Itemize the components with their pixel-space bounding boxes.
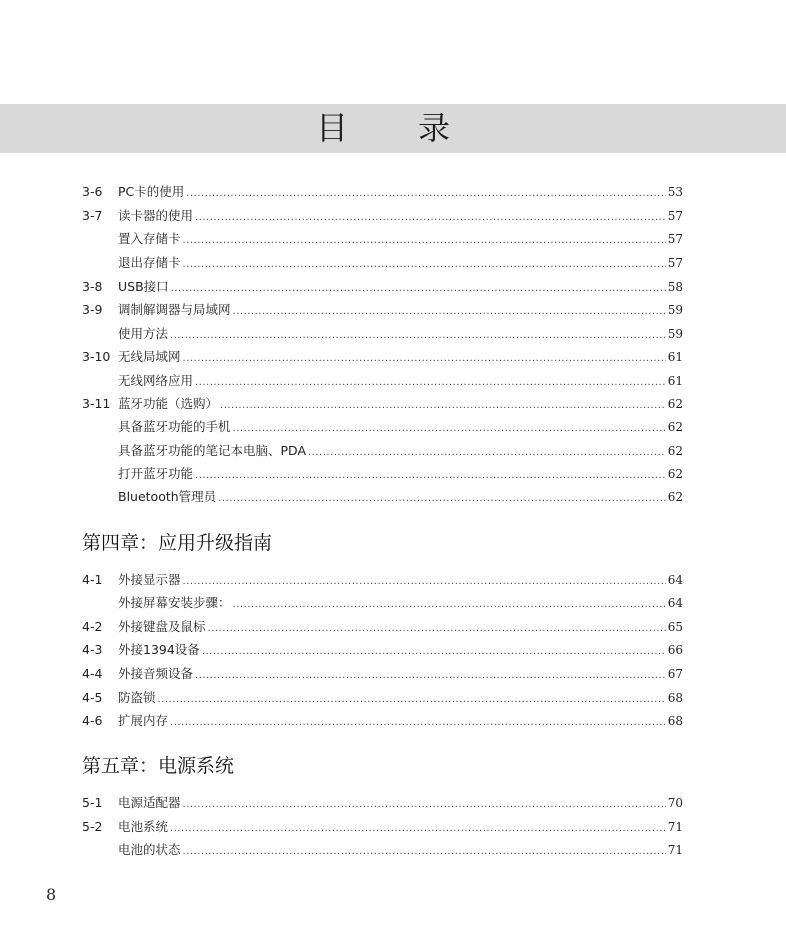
toc-entry-page: 62 <box>667 420 683 434</box>
toc-entry[interactable] <box>82 207 683 225</box>
toc-entry[interactable] <box>118 254 683 272</box>
dot-leader <box>233 303 666 321</box>
toc-entry-page: 62 <box>667 490 683 504</box>
toc-entry-title: USB接口 <box>118 279 169 294</box>
toc-entry-title: 防盗锁 <box>118 690 156 705</box>
toc-entry-number: 3-8 <box>82 279 103 294</box>
toc-entry-number: 4-3 <box>82 642 103 657</box>
toc-entry[interactable] <box>118 488 683 506</box>
toc-entry-title: 电池的状态 <box>118 842 181 857</box>
dot-leader <box>208 620 666 638</box>
toc-entry-number: 3-9 <box>82 302 103 317</box>
toc-entry-number: 3-10 <box>82 349 111 364</box>
toc-entry-page: 71 <box>667 820 683 834</box>
toc-entry-title: 退出存储卡 <box>118 255 181 270</box>
toc-entry[interactable] <box>82 794 683 812</box>
toc-entry-number: 3-6 <box>82 184 103 199</box>
toc-entry-page: 68 <box>667 691 683 705</box>
toc-entry[interactable] <box>82 641 683 659</box>
toc-entry-page: 62 <box>667 467 683 481</box>
toc-entry-title: 使用方法 <box>118 326 169 341</box>
dot-leader <box>233 596 666 614</box>
toc-title-part2: 录 <box>418 109 451 147</box>
dot-leader <box>195 209 666 227</box>
toc-entry[interactable] <box>118 594 683 612</box>
toc-entry-page: 66 <box>667 643 683 657</box>
dot-leader <box>183 843 666 861</box>
toc-entry[interactable] <box>82 818 683 836</box>
toc-entry-title: PC卡的使用 <box>118 184 185 199</box>
toc-entry-title: 扩展内存 <box>118 713 169 728</box>
dot-leader <box>183 256 666 274</box>
toc-entry[interactable] <box>82 689 683 707</box>
dot-leader <box>183 573 666 591</box>
toc-entry-title: 外接音频设备 <box>118 666 194 681</box>
toc-entry[interactable] <box>118 372 683 390</box>
toc-entry-page: 62 <box>667 397 683 411</box>
toc-entry-number: 3-11 <box>82 396 111 411</box>
toc-entry-page: 53 <box>667 185 683 199</box>
dot-leader <box>171 280 666 298</box>
toc-entry-number: 4-5 <box>82 690 103 705</box>
toc-entry[interactable] <box>118 841 683 859</box>
toc-entry-page: 58 <box>667 280 683 294</box>
toc-entry-title: 具备蓝牙功能的笔记本电脑、PDA <box>118 443 306 458</box>
dot-leader <box>195 374 666 392</box>
page-number: 8 <box>46 885 57 904</box>
dot-leader <box>202 643 666 661</box>
toc-entry-title: 外接键盘及鼠标 <box>118 619 206 634</box>
chapter-heading: 第五章：电源系统 <box>82 755 235 777</box>
toc-entry-number: 4-6 <box>82 713 103 728</box>
toc-entry[interactable] <box>118 442 683 460</box>
toc-entry-title: Bluetooth管理员 <box>118 489 217 504</box>
dot-leader <box>183 350 666 368</box>
toc-entry-title: 外接显示器 <box>118 572 181 587</box>
toc-entry-page: 67 <box>667 667 683 681</box>
toc-entry-number: 4-1 <box>82 572 103 587</box>
toc-entry-page: 68 <box>667 714 683 728</box>
dot-leader <box>186 185 665 203</box>
toc-entry-page: 61 <box>667 374 683 388</box>
dot-leader <box>220 397 666 415</box>
toc-entry[interactable] <box>118 230 683 248</box>
toc-title-part1: 目 <box>316 109 349 147</box>
dot-leader <box>158 691 666 709</box>
toc-entry[interactable] <box>82 395 683 413</box>
toc-entry-title: 打开蓝牙功能 <box>118 466 194 481</box>
toc-entry-title: 电源适配器 <box>118 795 181 810</box>
toc-entry-title: 蓝牙功能（选购） <box>118 396 219 411</box>
dot-leader <box>183 232 666 250</box>
dot-leader <box>183 796 666 814</box>
dot-leader <box>195 667 666 685</box>
toc-entry-page: 71 <box>667 843 683 857</box>
toc-entry[interactable] <box>118 465 683 483</box>
toc-entry[interactable] <box>82 301 683 319</box>
dot-leader <box>218 490 666 508</box>
toc-entry-page: 59 <box>667 327 683 341</box>
toc-entry-page: 64 <box>667 573 683 587</box>
dot-leader <box>170 820 666 838</box>
toc-entry[interactable] <box>82 348 683 366</box>
toc-entry[interactable] <box>82 665 683 683</box>
dot-leader <box>170 714 666 732</box>
toc-entry-number: 5-2 <box>82 819 103 834</box>
toc-entry-number: 4-2 <box>82 619 103 634</box>
toc-entry-page: 57 <box>667 256 683 270</box>
toc-entry-title: 外接屏幕安装步骤： <box>118 595 231 610</box>
toc-title-banner <box>0 104 786 153</box>
toc-entry-title: 调制解调器与局域网 <box>118 302 231 317</box>
toc-entry-title: 无线网络应用 <box>118 373 194 388</box>
toc-entry-title: 无线局域网 <box>118 349 181 364</box>
chapter-heading: 第四章：应用升级指南 <box>82 532 273 554</box>
toc-entry-page: 65 <box>667 620 683 634</box>
toc-entry-number: 4-4 <box>82 666 103 681</box>
dot-leader <box>195 467 666 485</box>
toc-entry[interactable] <box>82 618 683 636</box>
toc-entry-title: 外接1394设备 <box>118 642 200 657</box>
toc-entry-page: 57 <box>667 232 683 246</box>
dot-leader <box>233 420 666 438</box>
toc-entry-number: 5-1 <box>82 795 103 810</box>
toc-entry[interactable] <box>118 418 683 436</box>
toc-entry[interactable] <box>82 571 683 589</box>
toc-entry[interactable] <box>82 183 683 201</box>
toc-entry-title: 置入存储卡 <box>118 231 181 246</box>
toc-entry-page: 59 <box>667 303 683 317</box>
dot-leader <box>308 444 666 462</box>
toc-entry-page: 70 <box>667 796 683 810</box>
toc-entry-page: 64 <box>667 596 683 610</box>
toc-entry[interactable] <box>118 325 683 343</box>
dot-leader <box>170 327 666 345</box>
toc-entry-title: 读卡器的使用 <box>118 208 194 223</box>
toc-entry-title: 具备蓝牙功能的手机 <box>118 419 231 434</box>
toc-entry-page: 57 <box>667 209 683 223</box>
toc-entry-title: 电池系统 <box>118 819 169 834</box>
toc-entry-number: 3-7 <box>82 208 103 223</box>
toc-entry[interactable] <box>82 712 683 730</box>
toc-entry-page: 62 <box>667 444 683 458</box>
toc-entry[interactable] <box>82 278 683 296</box>
toc-entry-page: 61 <box>667 350 683 364</box>
